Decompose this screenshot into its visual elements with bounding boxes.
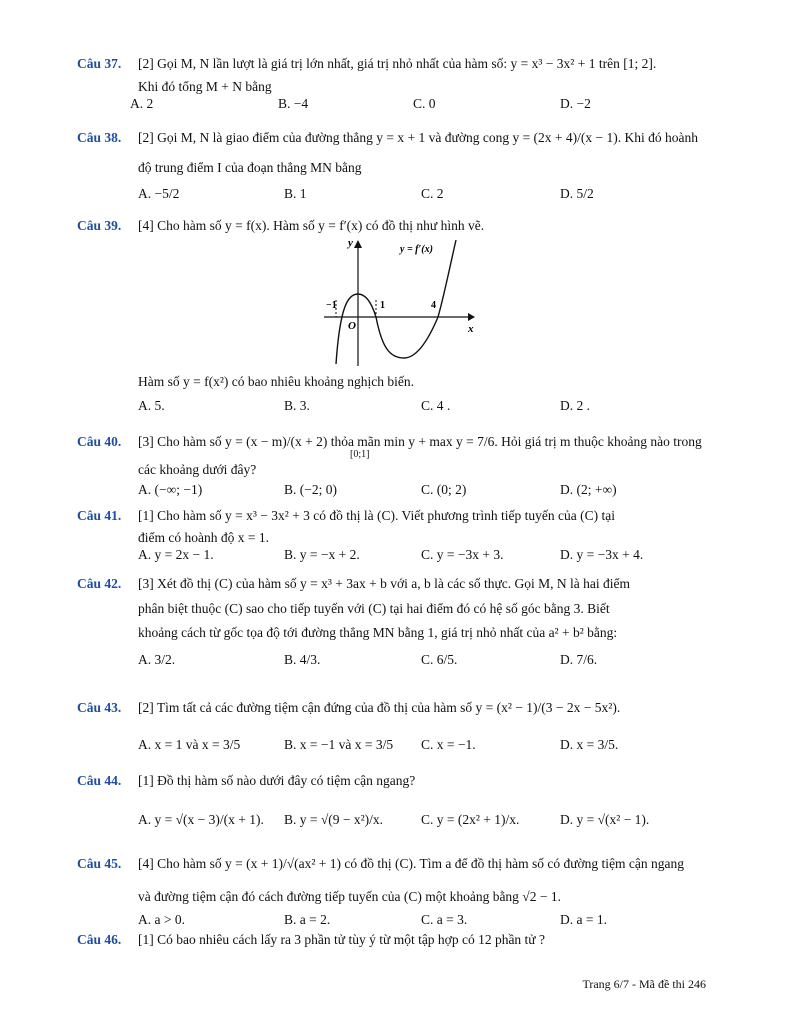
question-42-text: [3] Xét đồ thị (C) của hàm số y = x³ + 3ax + b với a, b là các số thực. Gọi M, N là hai điểm — [138, 576, 630, 591]
option-b[interactable]: B. a = 2. — [284, 912, 331, 927]
option-c[interactable]: C. (0; 2) — [421, 482, 467, 497]
option-a[interactable]: A. y = 2x − 1. — [138, 547, 214, 562]
option-a[interactable]: A. x = 1 và x = 3/5 — [138, 737, 241, 752]
tick-label: 1 — [380, 300, 385, 311]
option-d[interactable]: D. y = −3x + 4. — [560, 547, 644, 562]
option-d[interactable]: D. a = 1. — [560, 912, 607, 927]
question-41-options — [138, 547, 738, 569]
question-45-options — [138, 912, 738, 934]
curve-label: y = f′(x) — [400, 244, 433, 255]
option-b[interactable]: B. 4/3. — [284, 652, 321, 667]
question-43-options — [138, 737, 738, 759]
option-a[interactable]: A. −5/2 — [138, 186, 180, 201]
option-a[interactable]: A. 5. — [138, 398, 165, 413]
page-footer: Trang 6/7 - Mã đề thi 246 — [582, 977, 706, 991]
interval-subscript: [0;1] — [350, 449, 370, 460]
option-d[interactable]: D. −2 — [560, 96, 591, 111]
question-40-options — [138, 482, 738, 504]
question-43-text: [2] Tìm tất cả các đường tiệm cận đứng của đồ thị của hàm số y = (x² − 1)/(3 − 2x − 5x²). — [138, 700, 621, 715]
option-d[interactable]: D. 7/6. — [560, 652, 598, 667]
question-45-text-2: và đường tiệm cận đó cách đường tiếp tuyến của (C) một khoảng bằng √2 − 1. — [138, 889, 561, 904]
question-number: Câu 38. — [77, 130, 122, 145]
question-39-text-2: Hàm số y = f(x²) có bao nhiêu khoảng nghịch biến. — [138, 374, 414, 389]
question-number: Câu 41. — [77, 508, 122, 523]
option-c[interactable]: C. y = −3x + 3. — [421, 547, 504, 562]
question-number: Câu 46. — [77, 932, 122, 947]
question-45-text: [4] Cho hàm số y = (x + 1)/√(ax² + 1) có đồ thị (C). Tìm a để đồ thị hàm số có đường tiệm cận ngang — [138, 856, 685, 871]
question-39-options — [138, 398, 738, 420]
question-38-text-2: độ trung điểm I của đoạn thẳng MN bằng — [138, 160, 362, 175]
question-38-options — [138, 186, 738, 208]
question-40-text-2: các khoảng dưới đây? — [138, 462, 257, 477]
option-c[interactable]: C. y = (2x² + 1)/x. — [421, 812, 520, 827]
option-a[interactable]: A. 3/2. — [138, 652, 176, 667]
question-number: Câu 44. — [77, 773, 122, 788]
question-42-text-3: khoảng cách từ gốc tọa độ tới đường thẳng MN bằng 1, giá trị nhỏ nhất của a² + b² bằng: — [138, 625, 618, 640]
question-37-options — [130, 96, 730, 118]
option-a[interactable]: A. y = √(x − 3)/(x + 1). — [138, 812, 264, 827]
option-d[interactable]: D. 5/2 — [560, 186, 594, 201]
option-b[interactable]: B. −4 — [278, 96, 309, 111]
question-37-text-2: Khi đó tổng M + N bằng — [138, 79, 272, 94]
option-b[interactable]: B. y = −x + 2. — [284, 547, 360, 562]
question-42-options — [138, 652, 738, 674]
option-a[interactable]: A. (−∞; −1) — [138, 482, 203, 497]
option-c[interactable]: C. 0 — [413, 96, 436, 111]
question-37-text: [2] Gọi M, N lần lượt là giá trị lớn nhất, giá trị nhỏ nhất của hàm số: y = x³ − 3x² + 1 trên [1; 2]. — [138, 56, 657, 71]
question-39-text: [4] Cho hàm số y = f(x). Hàm số y = f′(x) có đồ thị như hình vẽ. — [138, 218, 485, 233]
tick-label: 4 — [431, 300, 436, 311]
option-c[interactable]: C. 6/5. — [421, 652, 458, 667]
option-a[interactable]: A. a > 0. — [138, 912, 185, 927]
option-b[interactable]: B. y = √(9 − x²)/x. — [284, 812, 384, 827]
question-40-text: [3] Cho hàm số y = (x − m)/(x + 2) thỏa mãn min y + max y = 7/6. Hỏi giá trị m thuộc khoảng nào trong — [138, 434, 702, 449]
option-d[interactable]: D. 2 . — [560, 398, 590, 413]
question-number: Câu 42. — [77, 576, 122, 591]
option-c[interactable]: C. 4 . — [421, 398, 451, 413]
option-c[interactable]: C. x = −1. — [421, 737, 476, 752]
option-d[interactable]: D. y = √(x² − 1). — [560, 812, 650, 827]
option-d[interactable]: D. (2; +∞) — [560, 482, 617, 497]
question-number: Câu 37. — [77, 56, 122, 71]
tick-label: −1 — [326, 300, 337, 311]
option-a[interactable]: A. 2 — [130, 96, 154, 111]
question-38-text: [2] Gọi M, N là giao điểm của đường thẳng y = x + 1 và đường cong y = (2x + 4)/(x − 1). Khi đó hoành — [138, 130, 699, 145]
option-b[interactable]: B. 3. — [284, 398, 310, 413]
question-number: Câu 43. — [77, 700, 122, 715]
y-axis-label: y — [348, 237, 353, 249]
origin-label: O — [348, 320, 356, 332]
option-b[interactable]: B. (−2; 0) — [284, 482, 337, 497]
x-axis-arrow-icon — [468, 313, 475, 321]
option-b[interactable]: B. 1 — [284, 186, 307, 201]
option-c[interactable]: C. 2 — [421, 186, 444, 201]
question-44-options — [138, 812, 738, 834]
question-number: Câu 40. — [77, 434, 122, 449]
question-number: Câu 39. — [77, 218, 122, 233]
question-41-text: [1] Cho hàm số y = x³ − 3x² + 3 có đồ thị là (C). Viết phương trình tiếp tuyến của (C) tại — [138, 508, 616, 523]
y-axis-arrow-icon — [354, 240, 362, 248]
option-d[interactable]: D. x = 3/5. — [560, 737, 619, 752]
derivative-graph — [318, 236, 478, 368]
option-c[interactable]: C. a = 3. — [421, 912, 468, 927]
derivative-curve — [336, 240, 456, 364]
question-46-text: [1] Có bao nhiêu cách lấy ra 3 phần tử tùy ý từ một tập hợp có 12 phần tử ? — [138, 932, 545, 947]
question-42-text-2: phân biệt thuộc (C) sao cho tiếp tuyến với (C) tại hai điểm đó có hệ số góc bằng 3. Biết — [138, 601, 610, 616]
x-axis-label: x — [468, 323, 474, 335]
question-41-text-2: điểm có hoành độ x = 1. — [138, 530, 269, 545]
question-44-text: [1] Đồ thị hàm số nào dưới đây có tiệm cận ngang? — [138, 773, 416, 788]
option-b[interactable]: B. x = −1 và x = 3/5 — [284, 737, 394, 752]
question-number: Câu 45. — [77, 856, 122, 871]
